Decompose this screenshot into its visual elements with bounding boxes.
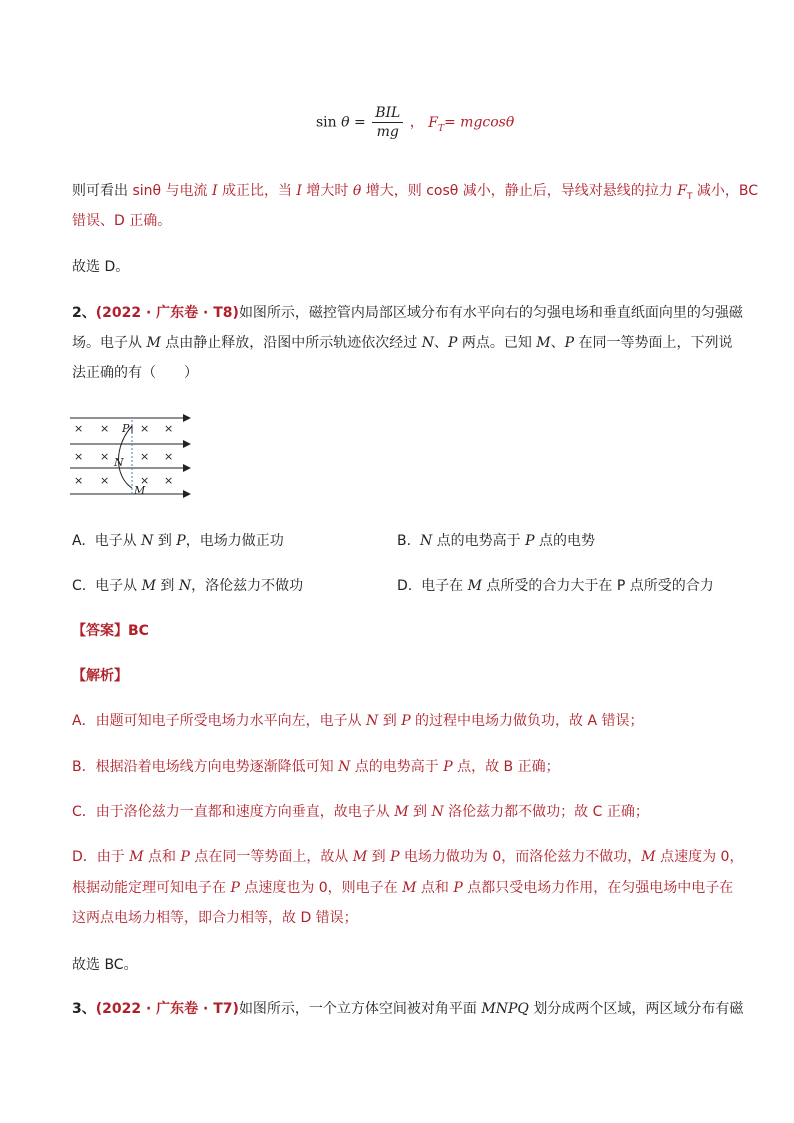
q2-number: 2、 bbox=[72, 305, 96, 321]
formula-sin: sin bbox=[316, 114, 337, 131]
formula-denominator: mg bbox=[376, 124, 399, 140]
label-P: P bbox=[122, 422, 130, 435]
analysis-A: A．由题可知电子所受电场力水平向左，电子从 N 到 P 的过程中电场力做负功，故 A 错误； bbox=[72, 713, 644, 729]
option-A[interactable]: A. 电子从 N 到 P，电场力做正功 bbox=[72, 533, 284, 549]
option-C[interactable]: C. 电子从 M 到 N，洛伦兹力不做功 bbox=[72, 578, 304, 594]
cross: × bbox=[100, 474, 110, 487]
cross: × bbox=[140, 474, 150, 487]
label-M: M bbox=[134, 484, 146, 497]
formula bbox=[316, 104, 514, 141]
formula-eq: = bbox=[354, 114, 366, 131]
formula-ft-rhs: = mgcosθ bbox=[443, 114, 515, 131]
para1-line2: 错误、D 正确。 bbox=[72, 213, 172, 229]
analysis-D-line2: 根据动能定理可知电子在 P 点速度也为 0，则电子在 M 点和 P 点都只受电场力作用，在匀强电场中电子在 bbox=[72, 880, 734, 896]
formula-ft: $F_T$ bbox=[428, 114, 444, 134]
cross: × bbox=[164, 422, 174, 435]
cross: × bbox=[164, 474, 174, 487]
label-N: N bbox=[114, 456, 124, 469]
option-D[interactable]: D. 电子在 M 点所受的合力大于在 P 点所受的合力 bbox=[397, 578, 714, 594]
option-B[interactable]: B. N 点的电势高于 P 点的电势 bbox=[397, 533, 595, 549]
q2-line1: 2、(2022 · 广东卷 · T8)如图所示，磁控管内局部区域分布有水平向右的匀强电场和垂直纸面向里的匀强磁 bbox=[72, 305, 743, 321]
formula-comma: ， bbox=[409, 114, 424, 131]
cross: × bbox=[140, 450, 150, 463]
q2-line3: 法正确的有（ ） bbox=[72, 365, 198, 381]
cross: × bbox=[74, 474, 84, 487]
analysis-D-line3: 这两点电场力相等，即合力相等，故 D 错误； bbox=[72, 910, 358, 926]
cross: × bbox=[74, 422, 84, 435]
q2-source: (2022 · 广东卷 · T8) bbox=[95, 305, 239, 321]
analysis-D-line1: D．由于 M 点和 P 点在同一等势面上，故从 M 到 P 电场力做功为 0，而洛伦兹力不做功，M 点速度为 0， bbox=[72, 849, 744, 865]
formula-numerator: BIL bbox=[372, 104, 403, 123]
cross: × bbox=[74, 450, 84, 463]
analysis-title: 【解析】 bbox=[72, 668, 128, 684]
analysis-C: C．由于洛伦兹力一直都和速度方向垂直，故电子从 M 到 N 洛伦兹力都不做功；故 C 正确； bbox=[72, 804, 649, 820]
formula-fraction bbox=[372, 104, 403, 141]
cross: × bbox=[140, 422, 150, 435]
cross: × bbox=[164, 450, 174, 463]
para1-line1: 则可看出 sinθ 与电流 I 成正比，当 I 增大时 θ 增大，则 cosθ 减小，静止后，导线对悬线的拉力 $F_T$ 减小，BC bbox=[72, 183, 759, 202]
cross: × bbox=[100, 450, 110, 463]
answer: 【答案】BC bbox=[72, 623, 149, 639]
choose2: 故选 BC。 bbox=[72, 957, 138, 973]
q3-line1: 3、(2022 · 广东卷 · T7)如图所示，一个立方体空间被对角平面 MNPQ 划分成两个区域，两区域分布有磁 bbox=[72, 1001, 744, 1017]
choose1: 故选 D。 bbox=[72, 259, 130, 275]
q2-line2: 场。电子从 M 点由静止释放，沿图中所示轨迹依次经过 N、P 两点。已知 M、P 在同一等势面上，下列说 bbox=[72, 335, 733, 351]
q3-source: (2022 · 广东卷 · T7) bbox=[95, 1001, 239, 1017]
cross: × bbox=[100, 422, 110, 435]
field-figure bbox=[68, 410, 198, 500]
analysis-B: B．根据沿着电场线方向电势逐渐降低可知 N 点的电势高于 P 点，故 B 正确； bbox=[72, 759, 560, 775]
formula-theta: θ bbox=[341, 114, 350, 131]
q3-number: 3、 bbox=[72, 1001, 96, 1017]
